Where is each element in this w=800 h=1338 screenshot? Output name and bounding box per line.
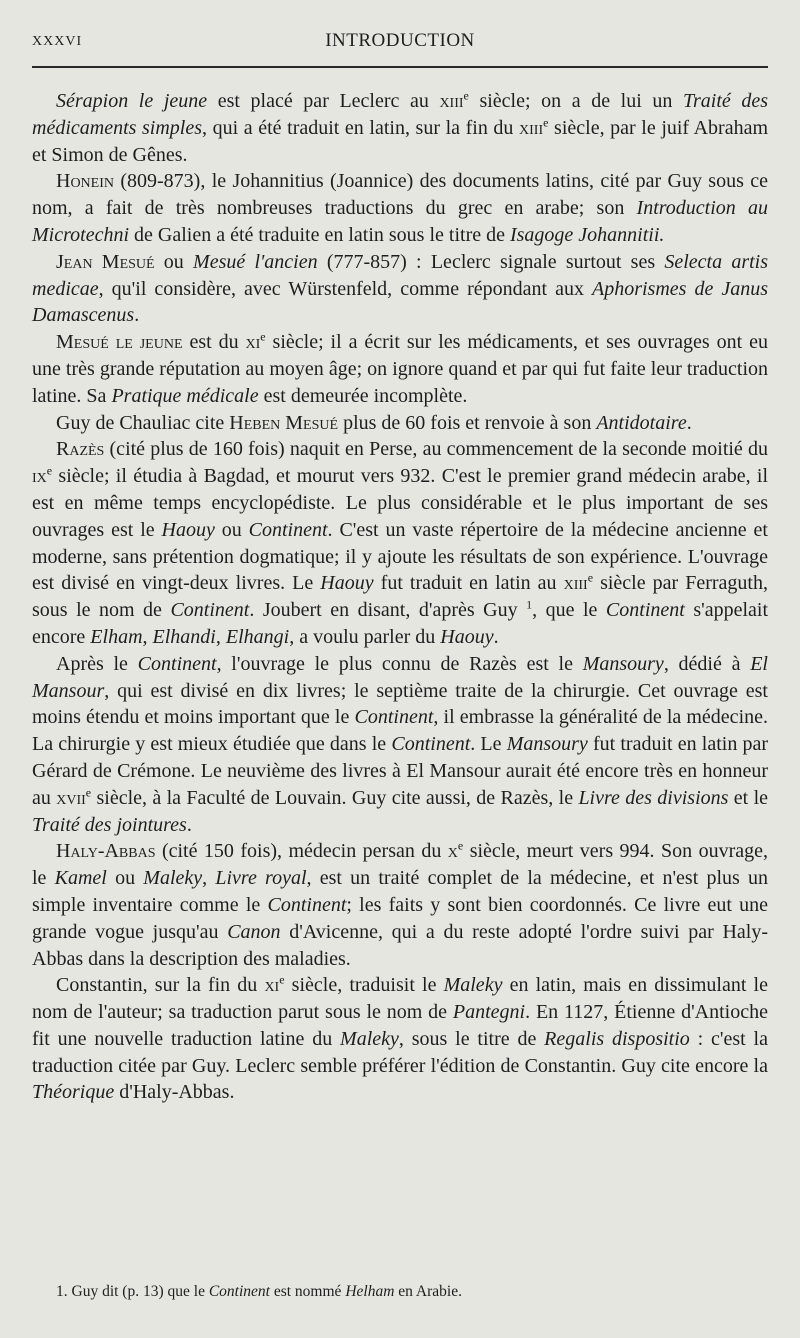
text-segment: Maleky xyxy=(143,867,203,890)
paragraph xyxy=(32,410,768,437)
text-segment: , xyxy=(215,625,226,648)
text-segment: . xyxy=(186,813,192,836)
text-segment: Haly-Abbas xyxy=(56,840,156,863)
text-segment: Traité des jointures xyxy=(32,813,187,836)
text-segment: e xyxy=(587,570,594,585)
text-segment: et le xyxy=(728,786,769,809)
text-segment: . Le xyxy=(470,733,507,756)
text-segment: Regalis dispositio xyxy=(544,1027,690,1050)
text-segment: Heben Mesué xyxy=(229,411,339,434)
text-segment: e xyxy=(279,972,285,987)
text-segment: (777-857) : Leclerc signale surtout ses xyxy=(317,250,665,273)
text-segment: Kamel xyxy=(54,867,107,890)
text-segment: 1. Guy dit (p. 13) que le xyxy=(56,1283,209,1300)
text-segment: . En 1127, Étienne d'Antioche fit une nouvelle traduction latine du xyxy=(32,1001,768,1050)
text-segment: Maleky xyxy=(443,974,503,997)
text-segment: Maleky xyxy=(340,1027,399,1050)
text-segment: , dédié à xyxy=(663,652,751,675)
page-number: XXXVI xyxy=(32,34,83,49)
text-segment: en latin, mais en dissimulant le nom de l'auteur; sa traduction parut sous le nom de xyxy=(32,974,768,1024)
text-segment: siècle; on a de lui un xyxy=(468,90,683,112)
text-segment: ou xyxy=(154,250,194,273)
text-segment: Théorique xyxy=(32,1081,115,1104)
paragraph xyxy=(32,249,768,329)
text-segment: El Mansour xyxy=(32,652,768,702)
text-segment: Introduction au Microtechni xyxy=(32,197,768,246)
text-segment: , xyxy=(142,625,153,648)
text-segment: Livre des divisions xyxy=(578,786,729,809)
text-segment: Haouy xyxy=(161,518,215,541)
text-segment: . C'est un vaste répertoire de la médecine ancienne et moderne, sans prétention dogmatique; il y ajoute les résultats de son expérience. L'ouvrage est divisé en vingt-deux livres. Le xyxy=(32,518,768,595)
text-segment: xvii xyxy=(56,786,86,809)
text-segment: e xyxy=(463,88,469,103)
text-segment: Antidotaire xyxy=(596,411,687,434)
text-segment: Livre royal xyxy=(215,867,307,890)
text-segment: Traité des médicaments simples xyxy=(32,90,768,139)
text-segment: Continent xyxy=(391,733,471,756)
text-segment: d'Avicenne, qui a du reste adopté l'ordre suivi par Haly-Abbas dans la description des maladies. xyxy=(32,920,768,970)
text-segment: Honein xyxy=(56,170,114,193)
text-segment: siècle, à la Faculté de Louvain. Guy cite aussi, de Razès, le xyxy=(91,786,579,809)
text-segment: Continent xyxy=(354,706,434,729)
text-segment: Pratique médicale xyxy=(111,384,259,407)
text-segment: Elhandi xyxy=(152,625,216,648)
paragraph xyxy=(32,838,768,972)
text-segment: Continent xyxy=(137,652,217,675)
text-segment: s'appelait encore xyxy=(32,599,768,648)
text-segment: fut traduit en latin au xyxy=(373,572,564,595)
text-segment: , a voulu parler du xyxy=(289,625,441,648)
running-title: INTRODUCTION xyxy=(325,30,475,51)
text-segment: Canon xyxy=(227,920,281,943)
text-segment: Haouy xyxy=(440,625,494,648)
text-segment: e xyxy=(260,329,266,344)
text-segment: e xyxy=(46,463,53,478)
text-segment: e xyxy=(457,838,464,853)
text-segment: , l'ouvrage le plus connu de Razès est le xyxy=(216,652,583,675)
footnote xyxy=(32,1281,768,1303)
text-segment: plus de 60 fois et renvoie à son xyxy=(338,411,597,434)
text-segment: siècle, meurt vers 994. Son ouvrage, le xyxy=(32,840,768,890)
text-segment: Continent xyxy=(267,893,347,916)
text-segment: , qui a été traduit en latin, sur la fin du xyxy=(202,116,520,139)
text-segment: Pantegni xyxy=(452,1001,526,1024)
text-segment: (cité 150 fois), médecin persan du xyxy=(155,840,448,863)
text-segment: , xyxy=(202,867,216,890)
text-segment: e xyxy=(543,115,549,130)
text-segment: xi xyxy=(264,974,280,997)
text-segment: Continent xyxy=(170,599,250,622)
text-segment: : c'est la traduction citée par Guy. Leclerc semble préférer l'édition de Constantin. Guy cite encore la xyxy=(32,1027,768,1077)
text-segment: est du xyxy=(182,331,246,354)
paragraph xyxy=(32,972,768,1106)
text-segment: siècle, par le juif Abraham et Simon de Gênes. xyxy=(32,116,768,166)
text-segment: de Galien a été traduite en latin sous le titre de xyxy=(129,223,510,246)
text-segment: en Arabie. xyxy=(394,1283,462,1300)
text-segment: 1 xyxy=(526,597,533,612)
text-segment: Sérapion le jeune xyxy=(56,90,208,112)
text-segment: siècle; il a écrit sur les médicaments, et ses ouvrages ont eu une très grande réputation au moyen âge; on ignore quand et par qui fut faite leur traduction latine. Sa xyxy=(32,331,768,407)
text-segment: . xyxy=(686,411,692,434)
text-segment: Constantin, sur la fin du xyxy=(56,974,265,997)
text-segment: Continent xyxy=(208,1283,270,1300)
paragraph xyxy=(32,168,768,248)
paragraph xyxy=(32,436,768,650)
text-segment: Elhangi xyxy=(225,625,290,648)
text-segment: , qu'il considère, avec Würstenfeld, comme répondant aux xyxy=(98,277,592,300)
text-segment: Guy de Chauliac cite xyxy=(56,411,230,434)
text-segment: xiii xyxy=(519,116,544,139)
text-segment: (809-873), le Johannitius (Joannice) des documents latins, cité par Guy sous ce nom, a fait de très nombreuses traductions du grec en arabe; son xyxy=(32,170,768,220)
paragraph xyxy=(32,329,768,409)
text-segment: ; les faits y sont bien coordonnés. Ce livre eut une grande vogue jusqu'au xyxy=(32,893,769,943)
text-segment: Razès xyxy=(56,438,105,461)
text-segment: Haouy xyxy=(320,572,374,595)
text-segment: , sous le titre de xyxy=(398,1027,545,1050)
text-segment: xi xyxy=(245,331,261,354)
text-segment: Continent xyxy=(605,599,685,622)
text-segment: x xyxy=(447,840,458,863)
text-segment: Continent xyxy=(248,518,328,541)
text-segment: Mesué le jeune xyxy=(56,331,183,354)
text-segment: Elham xyxy=(90,625,143,648)
text-segment: , il embrasse la généralité de la médecine. La chirurgie y est mieux étudiée que dans le xyxy=(32,706,768,756)
text-segment: ou xyxy=(214,518,249,541)
text-segment: . xyxy=(493,625,499,648)
text-segment: Après le xyxy=(56,652,138,675)
text-segment: siècle; il étudia à Bagdad, et mourut vers 932. C'est le premier grand médecin arabe, il est en même temps encyclopédiste. Le plus considérable et le plus important de ses ouvrages est le xyxy=(32,465,768,541)
text-segment: est placé par Leclerc au xyxy=(207,90,440,112)
text-segment: Jean Mesué xyxy=(56,250,155,273)
header-rule xyxy=(32,66,768,68)
text-segment: Selecta artis medicae xyxy=(32,250,769,300)
text-segment: e xyxy=(85,785,92,800)
paragraph xyxy=(32,651,768,839)
text-segment: , est un traité complet de la médecine, et n'est plus un simple inventaire comme le xyxy=(32,867,769,916)
text-segment: . xyxy=(134,304,140,327)
text-segment: xiii xyxy=(439,90,464,112)
text-segment: Mesué l'ancien xyxy=(193,250,318,273)
text-segment: Mansoury xyxy=(506,733,588,756)
text-segment: Helham xyxy=(345,1283,395,1300)
text-segment: Aphorismes de Janus Damascenus xyxy=(32,277,769,327)
text-segment: d'Haly-Abbas. xyxy=(114,1081,235,1104)
main-text xyxy=(32,88,768,1106)
text-segment: siècle par Ferraguth, sous le nom de xyxy=(32,572,768,622)
text-segment: Mansoury xyxy=(582,652,664,675)
text-segment: , qui est divisé en dix livres; le septième traite de la chirurgie. Cet ouvrage est moins étendu et moins important que le xyxy=(32,679,768,729)
text-segment: . Joubert en disant, d'après Guy xyxy=(249,599,527,622)
text-segment: est nommé xyxy=(269,1283,346,1300)
text-segment: (cité plus de 160 fois) naquit en Perse, au commencement de la seconde moitié du xyxy=(104,438,768,461)
text-segment: siècle, traduisit le xyxy=(284,974,444,997)
paragraph xyxy=(32,88,768,168)
text-segment: Isagoge Johannitii. xyxy=(509,223,665,246)
text-segment: , que le xyxy=(532,599,606,622)
text-segment: xiii xyxy=(563,572,588,595)
text-segment: est demeurée incomplète. xyxy=(258,384,468,407)
text-segment: ou xyxy=(106,867,144,890)
page-header xyxy=(32,28,768,60)
text-segment: fut traduit en latin par Gérard de Crémone. Le neuvième des livres à El Mansour aurait été encore très en honneur au xyxy=(32,733,769,809)
text-segment: ix xyxy=(32,465,47,488)
